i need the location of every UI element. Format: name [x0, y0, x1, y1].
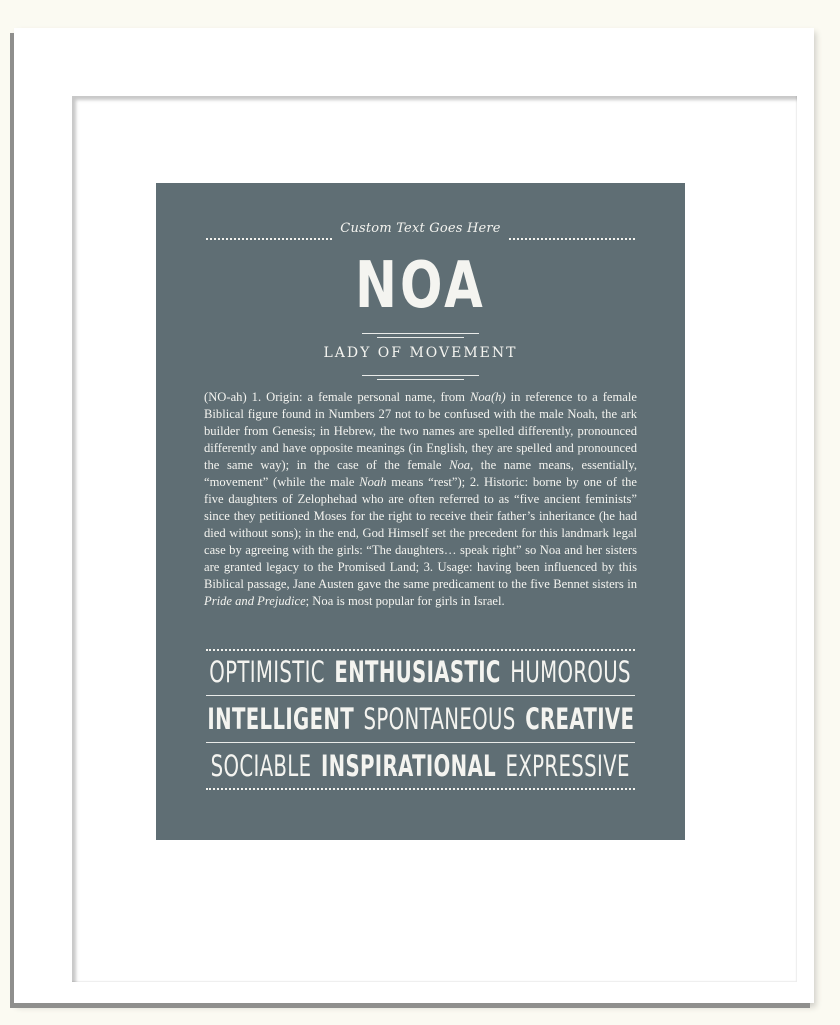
- name-title: NOA: [355, 249, 486, 323]
- definition-run: ; Noa is most popular for girls in Israel.: [305, 594, 505, 608]
- trait-rule-2: [206, 742, 635, 743]
- meaning-rule-bottom: [362, 375, 479, 376]
- trait-row-2: [206, 702, 635, 736]
- header-dotted-lines: [206, 235, 635, 243]
- trait-word-humorous: HUMOROUS: [510, 655, 632, 689]
- trait-word-optimistic: OPTIMISTIC: [209, 655, 326, 689]
- name-rule-top: [362, 333, 479, 334]
- trait-word-intelligent: INTELLIGENT: [207, 702, 354, 736]
- trait-word-expressive: EXPRESSIVE: [505, 749, 631, 783]
- name-meaning-print: [156, 183, 685, 840]
- trait-word-sociable: SOCIABLE: [210, 749, 312, 783]
- name-rule-top-short: [377, 337, 464, 338]
- definition-run: means “rest”); 2. Historic: borne by one of the five daughters of Zelophehad who are often referred to as “five ancient feminists” since they petitioned Moses for the right to receive their father’s inheritance (he had died without sons); in the end, God Himself set the precedent for this landmark legal case by agreeing with the girls: “The daughters… speak right” so Noa and her sisters are granted legacy to the Promised Land; 3. Usage: having been influenced by this Biblical passage, Jane Austen gave the same predicament to the five Bennet sisters in: [204, 475, 637, 591]
- name-meaning: LADY OF MOVEMENT: [323, 345, 518, 361]
- trait-rule-1: [206, 695, 635, 696]
- trait-word-enthusiastic: ENTHUSIASTIC: [334, 655, 502, 689]
- trait-word-spontaneous: SPONTANEOUS: [363, 702, 516, 736]
- trait-row-3: [206, 749, 635, 783]
- traits-dots-top: [206, 649, 635, 651]
- traits-dots-bottom: [206, 788, 635, 790]
- definition-run: in reference to a female Biblical figure found in Numbers 27 not to be confused with the male Noah, the ark builder from Genesis; in Hebrew, the two names are spelled differently, pronounced differently and have opposite meanings (in English, they are spelled and pronounced the same way); in the case of the female: [204, 390, 637, 472]
- definition-italic-run: Noah: [359, 475, 387, 489]
- definition-italic-run: Pride and Prejudice: [204, 594, 306, 608]
- custom-text: Custom Text Goes Here: [340, 221, 501, 236]
- trait-word-inspirational: INSPIRATIONAL: [321, 749, 497, 783]
- trait-word-creative: CREATIVE: [524, 702, 634, 736]
- trait-row-1: [206, 655, 635, 689]
- name-definition: [204, 389, 637, 610]
- definition-run: (NO-ah) 1. Origin: a female personal name, from: [204, 390, 470, 404]
- definition-italic-run: Noa: [449, 458, 471, 472]
- meaning-rule-bottom-short: [377, 379, 464, 380]
- definition-italic-run: Noa(h): [469, 390, 506, 404]
- definition-run: , the name means, essentially, “movement” (while the male: [204, 458, 637, 489]
